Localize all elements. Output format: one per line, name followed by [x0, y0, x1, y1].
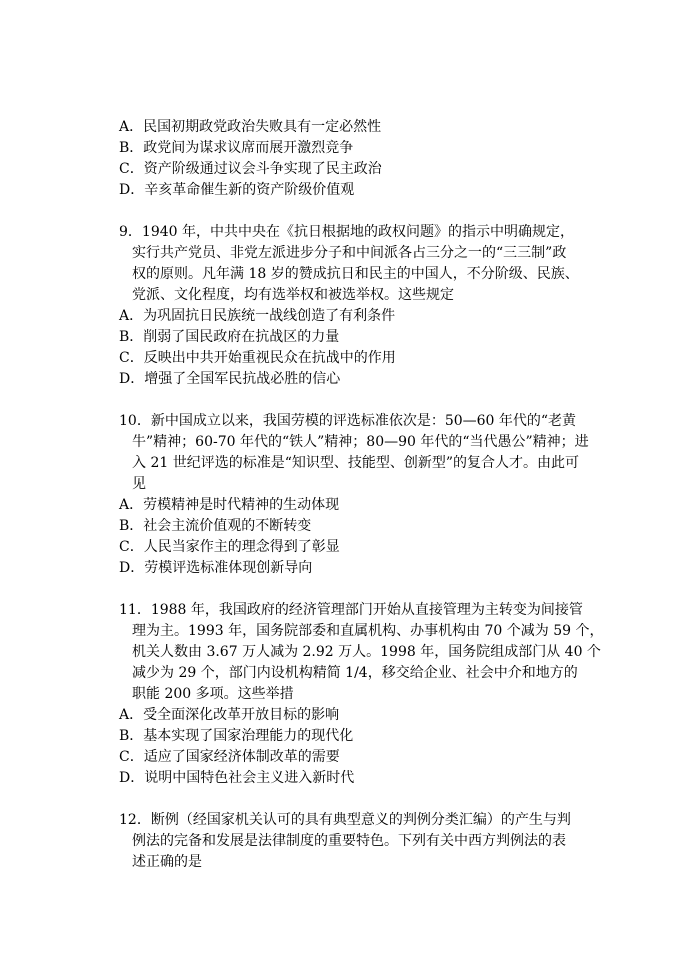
- question-stem-line: 入 21 世纪评选的标准是“知识型、技能型、创新型”的复合人才。由此可: [132, 455, 580, 471]
- question-10: [119, 411, 589, 579]
- question-12: [119, 810, 579, 873]
- spacer: [119, 201, 579, 222]
- option-a: A．民国初期政党政治失败具有一定必然性: [119, 119, 382, 135]
- option-d: D．增强了全国军民抗战必胜的信心: [119, 371, 341, 387]
- spacer: [119, 579, 579, 600]
- option-d: D．辛亥革命催生新的资产阶级价值观: [119, 182, 355, 198]
- question-stem-line: 牛”精神；60-70 年代的“铁人”精神；80—90 年代的“当代愚公”精神；进: [132, 434, 589, 450]
- option-b: B．政党间为谋求议席而展开激烈竞争: [119, 140, 354, 156]
- question-stem-line: 9．1940 年，中共中央在《抗日根据地的政权问题》的指示中明确规定，: [119, 224, 574, 240]
- question-stem-line: 党派、文化程度，均有选举权和被选举权。这些规定: [132, 287, 454, 303]
- question-stem-line: 11．1988 年，我国政府的经济管理部门开始从直接管理为主转变为间接管: [119, 602, 583, 618]
- option-a: A．为巩固抗日民族统一战线创造了有利条件: [119, 308, 396, 324]
- question-stem-line: 见: [132, 476, 146, 492]
- question-8-options: [119, 117, 579, 201]
- question-9: [119, 222, 579, 390]
- option-d: D．说明中国特色社会主义进入新时代: [119, 770, 355, 786]
- option-c: C．反映出中共开始重视民众在抗战中的作用: [119, 350, 396, 366]
- question-stem-line: 机关人数由 3.67 万人减为 2.92 万人。1998 年，国务院组成部门从 40 个: [132, 644, 601, 660]
- question-stem-line: 10．新中国成立以来，我国劳模的评选标准依次是：50—60 年代的“老黄: [119, 413, 577, 429]
- option-b: B．社会主流价值观的不断转变: [119, 518, 312, 534]
- question-stem-line: 述正确的是: [132, 854, 202, 870]
- question-stem-line: 12．断例（经国家机关认可的具有典型意义的判例分类汇编）的产生与判: [119, 812, 571, 828]
- option-b: B．削弱了国民政府在抗战区的力量: [119, 329, 340, 345]
- question-stem-line: 理为主。1993 年，国务院部委和直属机构、办事机构由 70 个减为 59 个，: [132, 623, 604, 639]
- question-stem-line: 实行共产党员、非党左派进步分子和中间派各占三分之一的“三三制”政: [132, 245, 567, 261]
- option-a: A．劳模精神是时代精神的生动体现: [119, 497, 340, 513]
- option-c: C．资产阶级通过议会斗争实现了民主政治: [119, 161, 382, 177]
- option-c: C．适应了国家经济体制改革的需要: [119, 749, 340, 765]
- question-stem-line: 减少为 29 个，部门内设机构精简 1/4，移交给企业、社会中介和地方的: [132, 665, 578, 681]
- option-c: C．人民当家作主的理念得到了彰显: [119, 539, 340, 555]
- spacer: [119, 390, 579, 411]
- spacer: [119, 789, 579, 810]
- question-stem-line: 例法的完备和发展是法律制度的重要特色。下列有关中西方判例法的表: [132, 833, 566, 849]
- question-stem-line: 职能 200 多项。这些举措: [132, 686, 294, 702]
- question-stem-line: 权的原则。凡年满 18 岁的赞成抗日和民主的中国人，不分阶级、民族、: [132, 266, 579, 282]
- exam-page: [119, 117, 604, 873]
- option-a: A．受全面深化改革开放目标的影响: [119, 707, 340, 723]
- question-11: [119, 600, 604, 789]
- option-d: D．劳模评选标准体现创新导向: [119, 560, 313, 576]
- option-b: B．基本实现了国家治理能力的现代化: [119, 728, 354, 744]
